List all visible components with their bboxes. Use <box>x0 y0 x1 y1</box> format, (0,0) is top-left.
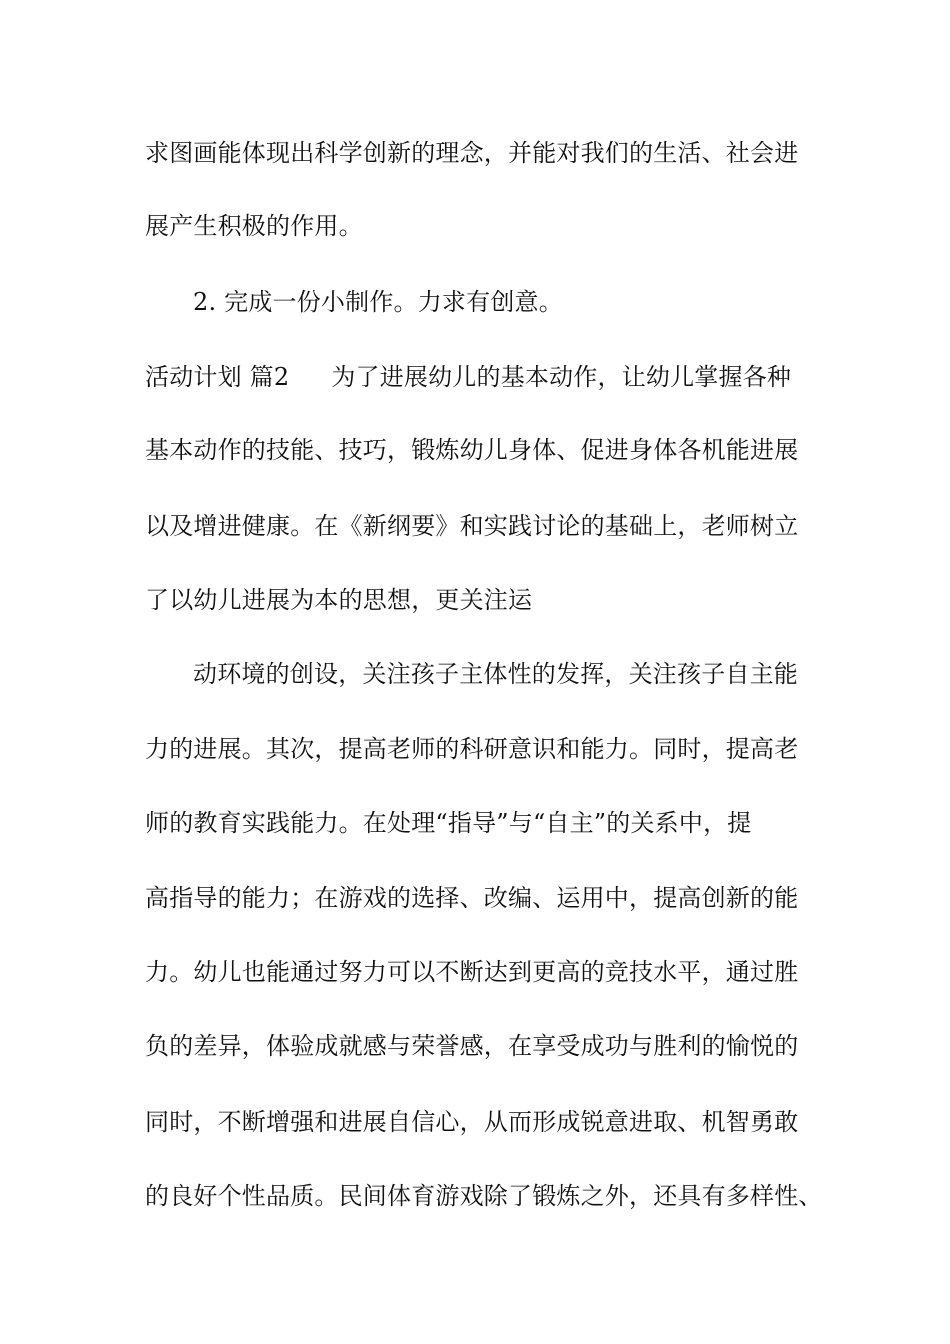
text-line-12: 力。幼儿也能通过努力可以不断达到更高的竞技水平，通过胜 <box>145 958 799 986</box>
section-heading: 活动计划 篇2 <box>145 363 290 391</box>
text-line-13: 负的差异，体验成就感与荣誉感，在享受成功与胜利的愉悦的 <box>145 1032 799 1060</box>
text-line-8: 动环境的创设，关注孩子主体性的发挥，关注孩子自主能 <box>193 660 798 688</box>
text-line-6: 以及增进健康。在《新纲要》和实践讨论的基础上，老师树立 <box>145 512 799 540</box>
text-line-11: 高指导的能力；在游戏的选择、改编、运用中，提高创新的能 <box>145 884 799 912</box>
text-line-5: 基本动作的技能、技巧，锻炼幼儿身体、促进身体各机能进展 <box>145 436 799 464</box>
list-item-2: 2. 完成一份小制作。力求有创意。 <box>193 288 563 316</box>
section-heading-line <box>145 357 835 397</box>
text-line-4: 为了进展幼儿的基本动作，让幼儿掌握各种 <box>331 363 792 391</box>
text-line-7: 了以幼儿进展为本的思想，更关注运 <box>145 586 533 614</box>
text-line-14: 同时，不断增强和进展自信心，从而形成锐意进取、机智勇敢 <box>145 1108 799 1136</box>
text-line-9: 力的进展。其次，提高老师的科研意识和能力。同时，提高老 <box>145 735 799 763</box>
text-line-1: 求图画能体现出科学创新的理念，并能对我们的生活、社会进 <box>145 139 799 167</box>
text-line-10: 师的教育实践能力。在处理“指导”与“自主”的关系中，提 <box>145 809 752 837</box>
text-line-2: 展产生积极的作用。 <box>145 212 363 240</box>
text-line-15: 的良好个性品质。民间体育游戏除了锻炼之外，还具有多样性、 <box>145 1182 823 1210</box>
